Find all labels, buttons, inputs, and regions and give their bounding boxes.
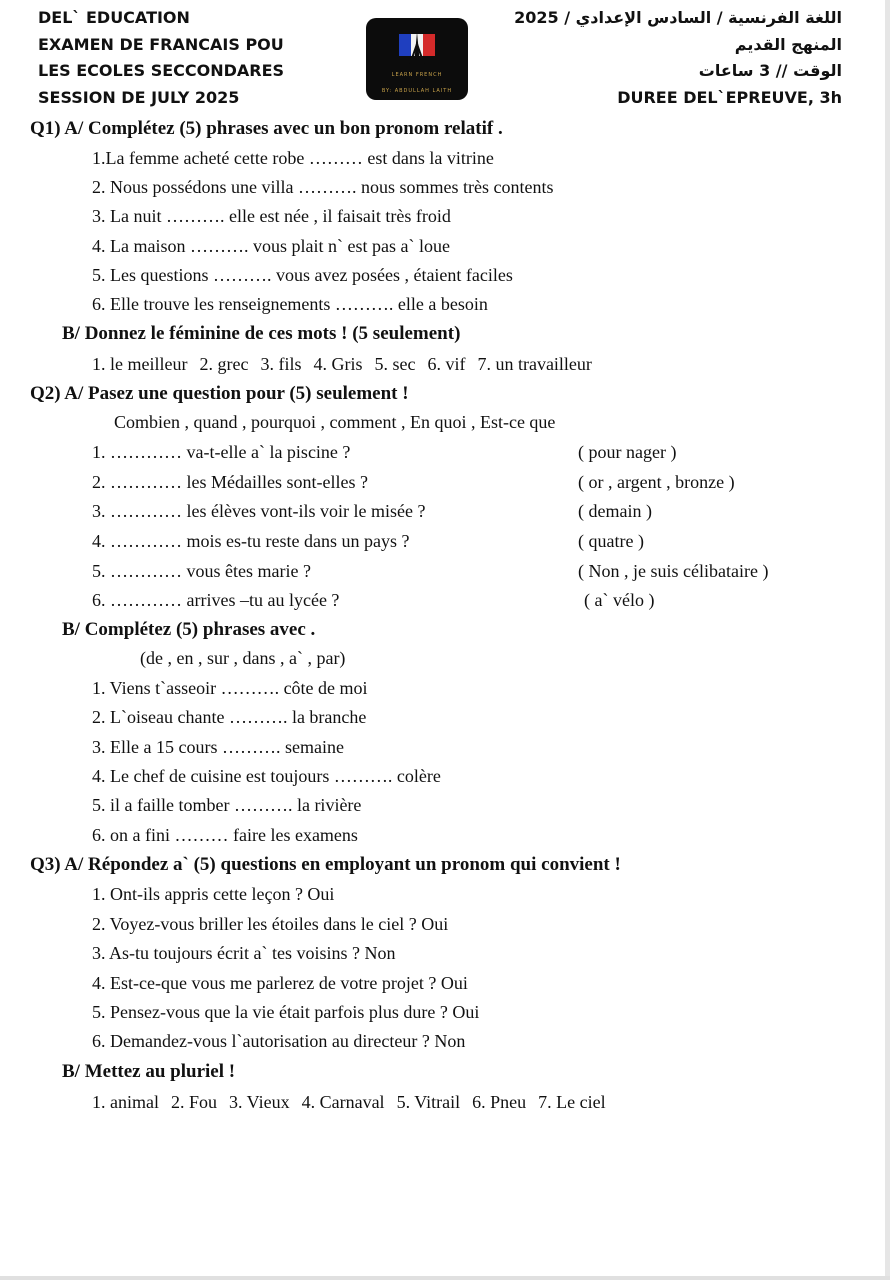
q2-question: 5. ………… vous êtes marie ? — [92, 561, 311, 581]
header-duration: DUREE DEL`EPREUVE, 3h — [617, 88, 842, 107]
page-edge — [885, 0, 890, 1280]
logo-text-bottom: BY: ABDULLAH LAITH — [381, 88, 453, 94]
word-item: 4. Carnaval — [301, 1092, 385, 1112]
q1-item: 5. Les questions ………. vous avez posées , étaient faciles — [92, 265, 513, 285]
header-exam-title: EXAMEN DE FRANCAIS POU — [38, 35, 284, 54]
logo-text-top: LEARN FRENCH — [391, 72, 443, 78]
header-curriculum-arabic: المنهج القديم — [734, 35, 842, 54]
q2-b-item: 5. il a faille tomber ………. la rivière — [92, 795, 362, 815]
logo — [366, 18, 468, 100]
word-item: 3. Vieux — [229, 1092, 290, 1112]
q2-answer: ( pour nager ) — [578, 442, 677, 462]
q2-answer: ( Non , je suis célibataire ) — [578, 561, 769, 581]
eiffel-flag-icon — [399, 30, 435, 66]
word-item: 7. Le ciel — [538, 1092, 606, 1112]
q2-b-item: 4. Le chef de cuisine est toujours ………. colère — [92, 766, 441, 786]
q1-b-word-list — [92, 354, 604, 375]
q3-item: 1. Ont-ils appris cette leçon ? Oui — [92, 884, 335, 904]
page-bottom-edge — [0, 1276, 890, 1280]
q3-item: 3. As-tu toujours écrit a` tes voisins ? Non — [92, 943, 396, 963]
word-item: 4. Gris — [313, 354, 363, 374]
word-item: 5. Vitrail — [396, 1092, 461, 1112]
word-item: 1. le meilleur — [92, 354, 188, 374]
header-ministry: DEL` EDUCATION — [38, 8, 190, 27]
q2-question: 6. ………… arrives –tu au lycée ? — [92, 590, 340, 610]
q2-b-item: 2. L`oiseau chante ………. la branche — [92, 707, 367, 727]
word-item: 6. vif — [427, 354, 466, 374]
q1-item: 4. La maison ………. vous plait n` est pas a` loue — [92, 236, 450, 256]
word-item: 2. Fou — [170, 1092, 217, 1112]
q2-b-title: B/ Complétez (5) phrases avec . — [62, 619, 316, 640]
q1-item: 6. Elle trouve les renseignements ………. elle a besoin — [92, 294, 488, 314]
q2-answer: ( quatre ) — [578, 531, 644, 551]
q2-question: 3. ………… les élèves vont-ils voir le misée ? — [92, 501, 426, 521]
q2-answer: ( a` vélo ) — [584, 590, 655, 610]
q3-b-title: B/ Mettez au pluriel ! — [62, 1061, 236, 1082]
header-time-arabic: الوقت // 3 ساعات — [698, 61, 842, 80]
q1-b-title: B/ Donnez le féminine de ces mots ! (5 seulement) — [62, 323, 461, 344]
word-item: 7. un travailleur — [477, 354, 592, 374]
header-session: SESSION DE JULY 2025 — [38, 88, 240, 107]
q3-title: Q3) A/ Répondez a` (5) questions en employant un pronom qui convient ! — [30, 854, 621, 875]
q2-title: Q2) A/ Pasez une question pour (5) seulement ! — [30, 383, 409, 404]
header-schools: LES ECOLES SECCONDARES — [38, 61, 285, 80]
q2-answer: ( demain ) — [578, 501, 652, 521]
q1-item: 2. Nous possédons une villa ………. nous sommes très contents — [92, 177, 554, 197]
q2-question: 1. ………… va-t-elle a` la piscine ? — [92, 442, 351, 462]
word-item: 5. sec — [374, 354, 416, 374]
word-item: 1. animal — [92, 1092, 159, 1112]
q3-item: 4. Est-ce-que vous me parlerez de votre projet ? Oui — [92, 973, 468, 993]
q3-item: 6. Demandez-vous l`autorisation au directeur ? Non — [92, 1031, 466, 1051]
q3-item: 5. Pensez-vous que la vie était parfois plus dure ? Oui — [92, 1002, 480, 1022]
q3-item: 2. Voyez-vous briller les étoiles dans le ciel ? Oui — [92, 914, 449, 934]
word-item: 2. grec — [199, 354, 249, 374]
q1-title: Q1) A/ Complétez (5) phrases avec un bon pronom relatif . — [30, 118, 503, 139]
q2-word-bank: Combien , quand , pourquoi , comment , En quoi , Est-ce que — [114, 412, 556, 432]
q2-b-word-bank: (de , en , sur , dans , a` , par) — [140, 648, 346, 668]
q1-item: 3. La nuit ………. elle est née , il faisait très froid — [92, 206, 451, 226]
q2-question: 2. ………… les Médailles sont-elles ? — [92, 472, 368, 492]
q2-answer: ( or , argent , bronze ) — [578, 472, 735, 492]
q2-b-item: 3. Elle a 15 cours ………. semaine — [92, 737, 344, 757]
word-item: 6. Pneu — [472, 1092, 527, 1112]
q3-b-word-list — [92, 1092, 618, 1113]
q1-item: 1.La femme acheté cette robe ……… est dans la vitrine — [92, 148, 494, 168]
q2-b-item: 6. on a fini ……… faire les examens — [92, 825, 358, 845]
header-subject-arabic: اللغة الفرنسية / السادس الإعدادي / 2025 — [514, 8, 842, 27]
q2-b-item: 1. Viens t`asseoir ………. côte de moi — [92, 678, 368, 698]
word-item: 3. fils — [260, 354, 302, 374]
q2-question: 4. ………… mois es-tu reste dans un pays ? — [92, 531, 410, 551]
